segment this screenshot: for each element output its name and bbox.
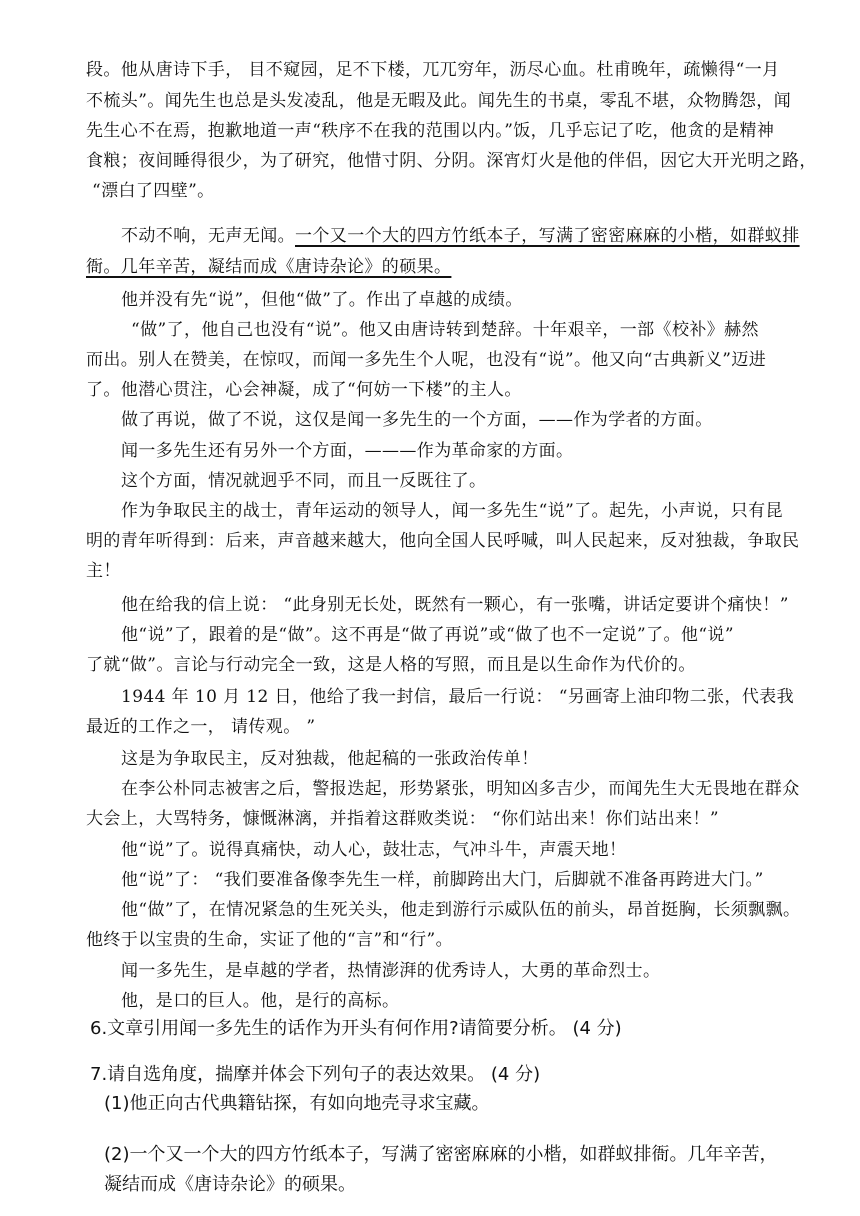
question-7: 7.请自选角度，揣摩并体会下列句子的表达效果。 (4 分) [90, 1064, 541, 1085]
question-7-item-1: (1)他正向古代典籍钻探，有如向地壳寻求宝藏。 [104, 1093, 490, 1114]
passage-line: 明的青年听得到：后来，声音越来越大，他向全国人民呼喊，叫人民起来，反对独裁，争取民 [86, 531, 800, 551]
passage-line: 食粮；夜间睡得很少，为了研究，他惜寸阴、分阴。深宵灯火是他的伴侣，因它大开光明之路， [86, 151, 817, 171]
passage-line: 大会上，大骂特务，慷慨淋漓，并指着这群败类说： “你们站出来！你们站出来！” [86, 809, 719, 829]
underlined-sentence: 一个又一个大的四方竹纸本子，写满了密密麻麻的小楷，如群蚁排 [295, 226, 800, 246]
passage-line: “做”了，他自己也没有“说”。他又由唐诗转到楚辞。十年艰辛，一部《校补》赫然 [131, 320, 759, 340]
passage-text: 不动不响，无声无闻。 [121, 226, 295, 246]
passage-line: 他并没有先“说”，但他“做”了。作出了卓越的成绩。 [121, 290, 523, 310]
passage-line: “漂白了四壁”。 [92, 181, 215, 201]
passage-line: 他在给我的信上说： “此身别无长处，既然有一颗心，有一张嘴，讲话定要讲个痛快！” [121, 595, 789, 615]
passage-line: 他“做”了，在情况紧急的生死关头，他走到游行示威队伍的前头，昂首挺胸，长须飘飘。 [121, 900, 801, 920]
passage-line: 闻一多先生，是卓越的学者，热情澎湃的优秀诗人，大勇的革命烈士。 [121, 961, 661, 981]
passage-line: 他“说”了： “我们要准备像李先生一样，前脚跨出大门，后脚就不准备再跨进大门。” [121, 870, 764, 890]
question-7-item-2: (2)一个又一个大的四方竹纸本子，写满了密密麻麻的小楷，如群蚁排衙。几年辛苦， [104, 1144, 778, 1165]
passage-line: 段。他从唐诗下手， 目不窥园，足不下楼，兀兀穷年，沥尽心血。杜甫晚年，疏懒得“一月 [86, 60, 780, 80]
passage-line: 主！ [86, 561, 121, 581]
passage-line: 这是为争取民主，反对独裁，他起稿的一张政治传单！ [121, 749, 539, 769]
passage-line: 这个方面，情况就迥乎不同，而且一反既往了。 [121, 471, 487, 491]
passage-line: 他“说”了。说得真痛快，动人心，鼓壮志，气冲斗牛，声震天地！ [121, 840, 627, 860]
passage-line: 而出。别人在赞美，在惊叹，而闻一多先生个人呢，也没有“说”。他又向“古典新义”迈进 [86, 350, 767, 370]
passage-line: 他终于以宝贵的生命，实证了他的“言”和“行”。 [86, 930, 453, 950]
passage-line: 在李公朴同志被害之后，警报迭起，形势紧张，明知凶多吉少，而闻先生大无畏地在群众 [121, 779, 800, 799]
passage-line [121, 222, 821, 250]
passage-line: 做了再说，做了不说，这仅是闻一多先生的一个方面，——作为学者的方面。 [121, 410, 713, 430]
question-6: 6.文章引用闻一多先生的话作为开头有何作用?请简要分析。 (4 分) [90, 1018, 622, 1039]
passage-line: 闻一多先生还有另外一个方面，———作为革命家的方面。 [121, 441, 574, 461]
passage-line: 了就“做”。言论与行动完全一致，这是人格的写照，而且是以生命作为代价的。 [86, 655, 696, 675]
passage-line: 最近的工作之一， 请传观。 ” [86, 717, 316, 737]
passage-line: 不梳头”。闻先生也总是头发凌乱，他是无暇及此。闻先生的书桌，零乱不堪，众物腾怨，闻 [86, 91, 792, 111]
underlined-sentence: 衙。几年辛苦，凝结而成《唐诗杂论》的硕果。 [86, 257, 452, 277]
question-7-item-2-continued: 凝结而成《唐诗杂论》的硕果。 [104, 1174, 356, 1195]
passage-line: 他，是口的巨人。他，是行的高标。 [121, 991, 400, 1011]
passage-line: 先生心不在焉，抱歉地道一声“秩序不在我的范围以内。”饭，几乎忘记了吃，他贪的是精神 [86, 121, 775, 141]
passage-line: 作为争取民主的战士，青年运动的领导人，闻一多先生“说”了。起先，小声说，只有昆 [121, 501, 783, 521]
passage-line: 他“说”了，跟着的是“做”。这不再是“做了再说”或“做了也不一定说”了。他“说” [121, 625, 734, 645]
passage-line: 了。他潜心贯注，心会神凝，成了“何妨一下楼”的主人。 [86, 380, 522, 400]
passage-line: 1944 年 10 月 12 日，他给了我一封信，最后一行说： “另画寄上油印物二张，代表我 [121, 687, 795, 707]
